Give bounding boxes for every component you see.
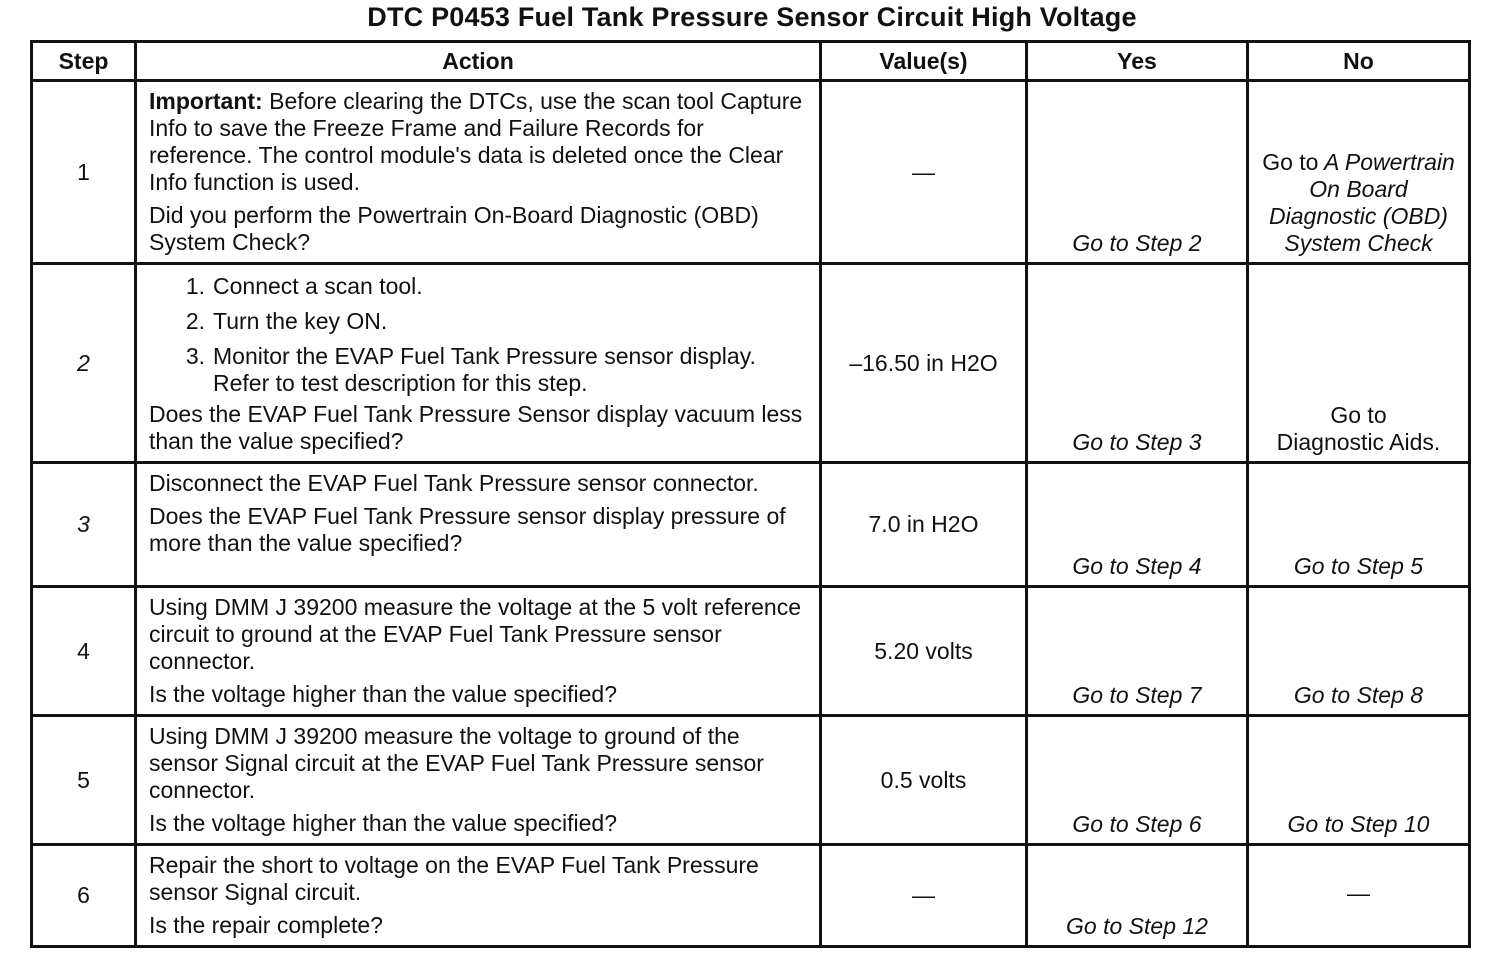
list-number: 1. (185, 273, 205, 299)
no-prefix: Go to (1262, 149, 1319, 175)
no-link[interactable]: A Powertrain On Board Diagnostic (OBD) System Check (1269, 149, 1455, 256)
no-cell (1248, 81, 1470, 264)
header-step: Step (32, 42, 136, 81)
yes-cell (1027, 463, 1248, 587)
no-link[interactable]: Go to Step 5 (1293, 553, 1424, 579)
no-link[interactable]: Go to Step 10 (1287, 811, 1430, 837)
action-cell (136, 587, 821, 716)
action-cell (136, 81, 821, 264)
document-title: DTC P0453 Fuel Tank Pressure Sensor Circuit High Voltage (367, 2, 1137, 32)
action-question: Is the voltage higher than the value specified? (149, 810, 617, 836)
action-text: Using DMM J 39200 measure the voltage to ground of the sensor Signal circuit at the EVAP Fuel Tank Pressure sensor connector. (149, 723, 764, 803)
action-cell (136, 264, 821, 463)
value-cell: 5.20 volts (821, 587, 1027, 716)
header-no: No (1248, 42, 1470, 81)
yes-link[interactable]: Go to Step 2 (1072, 230, 1202, 256)
step-number: 1 (32, 81, 136, 264)
list-number: 3. (185, 343, 205, 369)
step-number: 2 (32, 264, 136, 463)
yes-link[interactable]: Go to Step 4 (1072, 553, 1202, 579)
value-cell: –16.50 in H2O (821, 264, 1027, 463)
yes-cell (1027, 716, 1248, 845)
no-cell (1248, 463, 1470, 587)
action-cell (136, 463, 821, 587)
action-cell (136, 716, 821, 845)
action-question: Does the EVAP Fuel Tank Pressure Sensor display vacuum less than the value specified? (149, 401, 803, 454)
action-question: Is the repair complete? (149, 912, 383, 938)
header-yes: Yes (1027, 42, 1248, 81)
value-cell: — (821, 845, 1027, 947)
action-cell (136, 845, 821, 947)
table-row (32, 845, 1470, 947)
list-number: 2. (185, 308, 205, 334)
action-text: Repair the short to voltage on the EVAP Fuel Tank Pressure sensor Signal circuit. (149, 852, 759, 905)
yes-link[interactable]: Go to Step 7 (1072, 682, 1202, 708)
no-cell (1248, 264, 1470, 463)
numbered-list (149, 273, 809, 397)
no-link[interactable]: Go to Step 8 (1293, 682, 1424, 708)
header-row (32, 42, 1470, 81)
important-label: Important: (149, 88, 263, 114)
action-text: Using DMM J 39200 measure the voltage at the 5 volt reference circuit to ground at the EVAP Fuel Tank Pressure sensor connector. (149, 594, 802, 674)
step-number: 4 (32, 587, 136, 716)
step-number: 5 (32, 716, 136, 845)
action-question: Is the voltage higher than the value specified? (149, 681, 617, 707)
no-prefix: Go to (1330, 402, 1387, 428)
step-number: 3 (32, 463, 136, 587)
table-row (32, 587, 1470, 716)
action-text: Disconnect the EVAP Fuel Tank Pressure sensor connector. (149, 470, 759, 496)
yes-cell (1027, 264, 1248, 463)
list-text: Monitor the EVAP Fuel Tank Pressure sensor display. Refer to test description for this step. (213, 343, 756, 396)
list-text: Connect a scan tool. (213, 273, 423, 299)
yes-link[interactable]: Go to Step 12 (1066, 913, 1208, 939)
value-cell: — (821, 81, 1027, 264)
yes-cell (1027, 81, 1248, 264)
list-item (149, 343, 809, 397)
action-text: Before clearing the DTCs, use the scan tool Capture Info to save the Freeze Frame and Failure Records for reference. The control module's data is deleted once the Clear Info function is used. (149, 88, 803, 195)
list-text: Turn the key ON. (213, 308, 388, 334)
diagnostic-table (30, 40, 1471, 948)
no-cell: — (1248, 845, 1470, 947)
header-values: Value(s) (821, 42, 1027, 81)
value-cell: 0.5 volts (821, 716, 1027, 845)
no-link[interactable]: Diagnostic Aids. (1276, 429, 1441, 455)
action-question: Does the EVAP Fuel Tank Pressure sensor display pressure of more than the value specified? (149, 503, 786, 556)
yes-link[interactable]: Go to Step 6 (1072, 811, 1202, 837)
list-item (149, 273, 809, 300)
yes-link[interactable]: Go to Step 3 (1072, 429, 1202, 455)
table-row (32, 463, 1470, 587)
yes-cell (1027, 587, 1248, 716)
yes-cell (1027, 845, 1248, 947)
step-number: 6 (32, 845, 136, 947)
action-question: Did you perform the Powertrain On-Board Diagnostic (OBD) System Check? (149, 202, 759, 255)
table-row (32, 81, 1470, 264)
no-cell (1248, 587, 1470, 716)
table-row (32, 716, 1470, 845)
list-item (149, 308, 809, 335)
no-cell (1248, 716, 1470, 845)
header-action: Action (136, 42, 821, 81)
action-instruction (149, 88, 809, 196)
value-cell: 7.0 in H2O (821, 463, 1027, 587)
table-row (32, 264, 1470, 463)
